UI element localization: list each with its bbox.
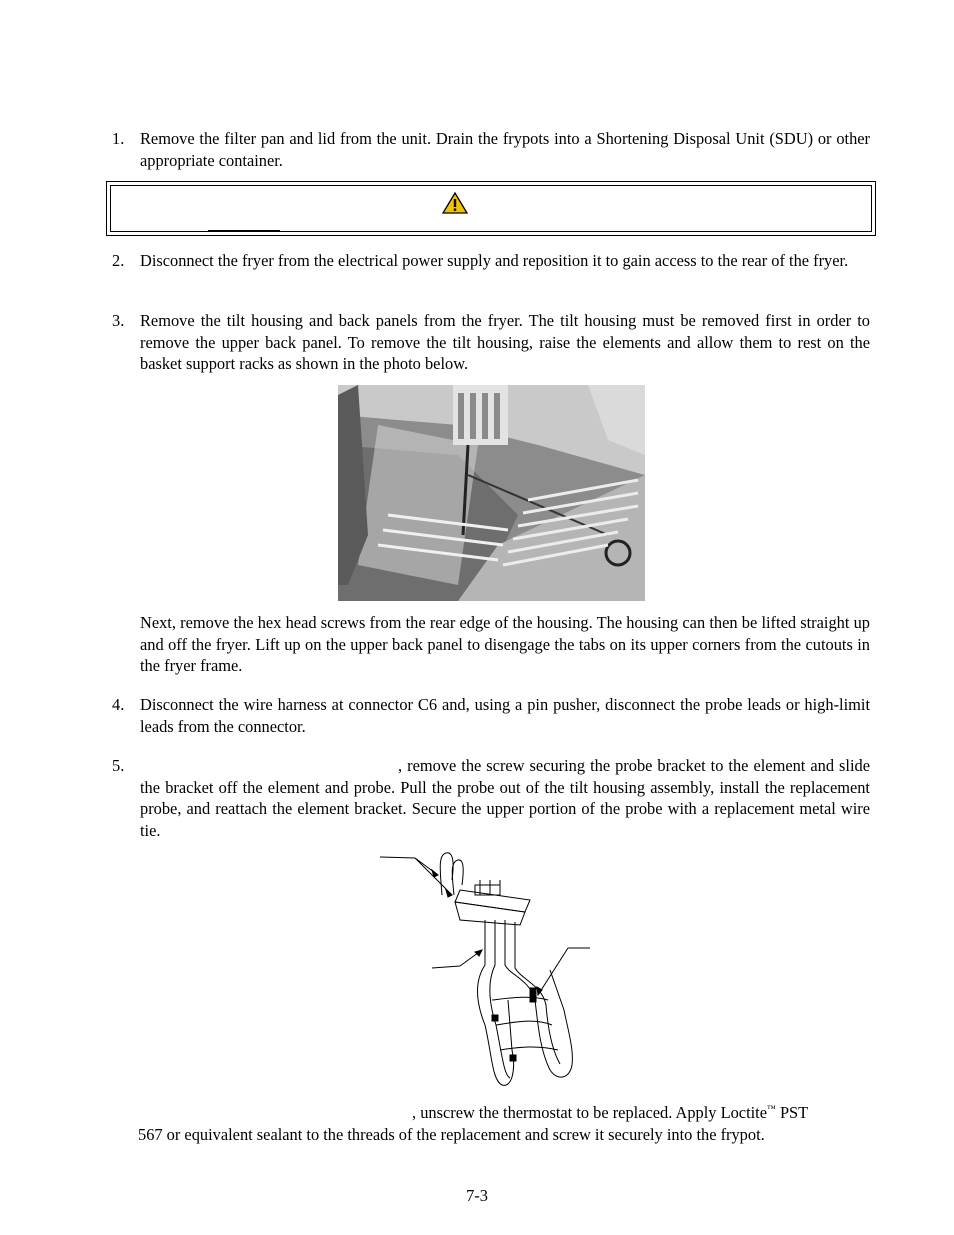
final-line1-suffix: PST — [775, 1103, 809, 1122]
final-line1-text: , unscrew the thermostat to be replaced. Apply Loctite — [412, 1103, 768, 1122]
trademark-symbol: ™ — [767, 1103, 776, 1114]
final-paragraph-line1 — [140, 1102, 870, 1124]
step-number: 3. — [112, 311, 125, 330]
warning-box-inner-border — [110, 185, 872, 232]
fryer-photo — [338, 385, 645, 601]
step-text: Disconnect the wire harness at connector C6 and, using a pin pusher, disconnect the probe leads or high-limit leads from the connector. — [140, 695, 870, 736]
step-text: Remove the filter pan and lid from the unit. Drain the frypots into a Shortening Disposal Unit (SDU) or other appropriate container. — [140, 129, 870, 170]
final-paragraph-line2: 567 or equivalent sealant to the threads of the replacement and screw it securely into the frypot. — [138, 1125, 765, 1144]
step-continuation-text: Next, remove the hex head screws from the rear edge of the housing. The housing can then be lifted straight up and off the fryer. Lift up on the upper back panel to disengage the tabs on its upper corners from the cutouts in the fryer frame. — [140, 613, 870, 675]
page-number: 7-3 — [466, 1186, 488, 1205]
warning-triangle-icon — [442, 192, 468, 214]
final-paragraph — [140, 1102, 870, 1124]
step-number: 1. — [112, 129, 125, 148]
step-number: 5. — [112, 756, 125, 775]
step-number: 4. — [112, 695, 125, 714]
step-number: 2. — [112, 251, 125, 270]
step-text: Disconnect the fryer from the electrical power supply and reposition it to gain access to the rear of the fryer. — [140, 251, 849, 270]
step-text: , remove the screw securing the probe bracket to the element and slide the bracket off the element and probe. Pull the probe out of the tilt housing assembly, install the replacement probe, and reattach the element bracket. Secure the upper portion of the probe with a replacement metal wire tie. — [140, 756, 870, 840]
warning-box — [106, 181, 876, 236]
warning-underline — [208, 230, 280, 232]
element-probe-diagram — [380, 850, 595, 1090]
step-text: Remove the tilt housing and back panels from the fryer. The tilt housing must be removed first in order to remove the upper back panel. To remove the tilt housing, raise the elements and allow them to rest on the basket support racks as shown in the photo below. — [140, 311, 870, 373]
